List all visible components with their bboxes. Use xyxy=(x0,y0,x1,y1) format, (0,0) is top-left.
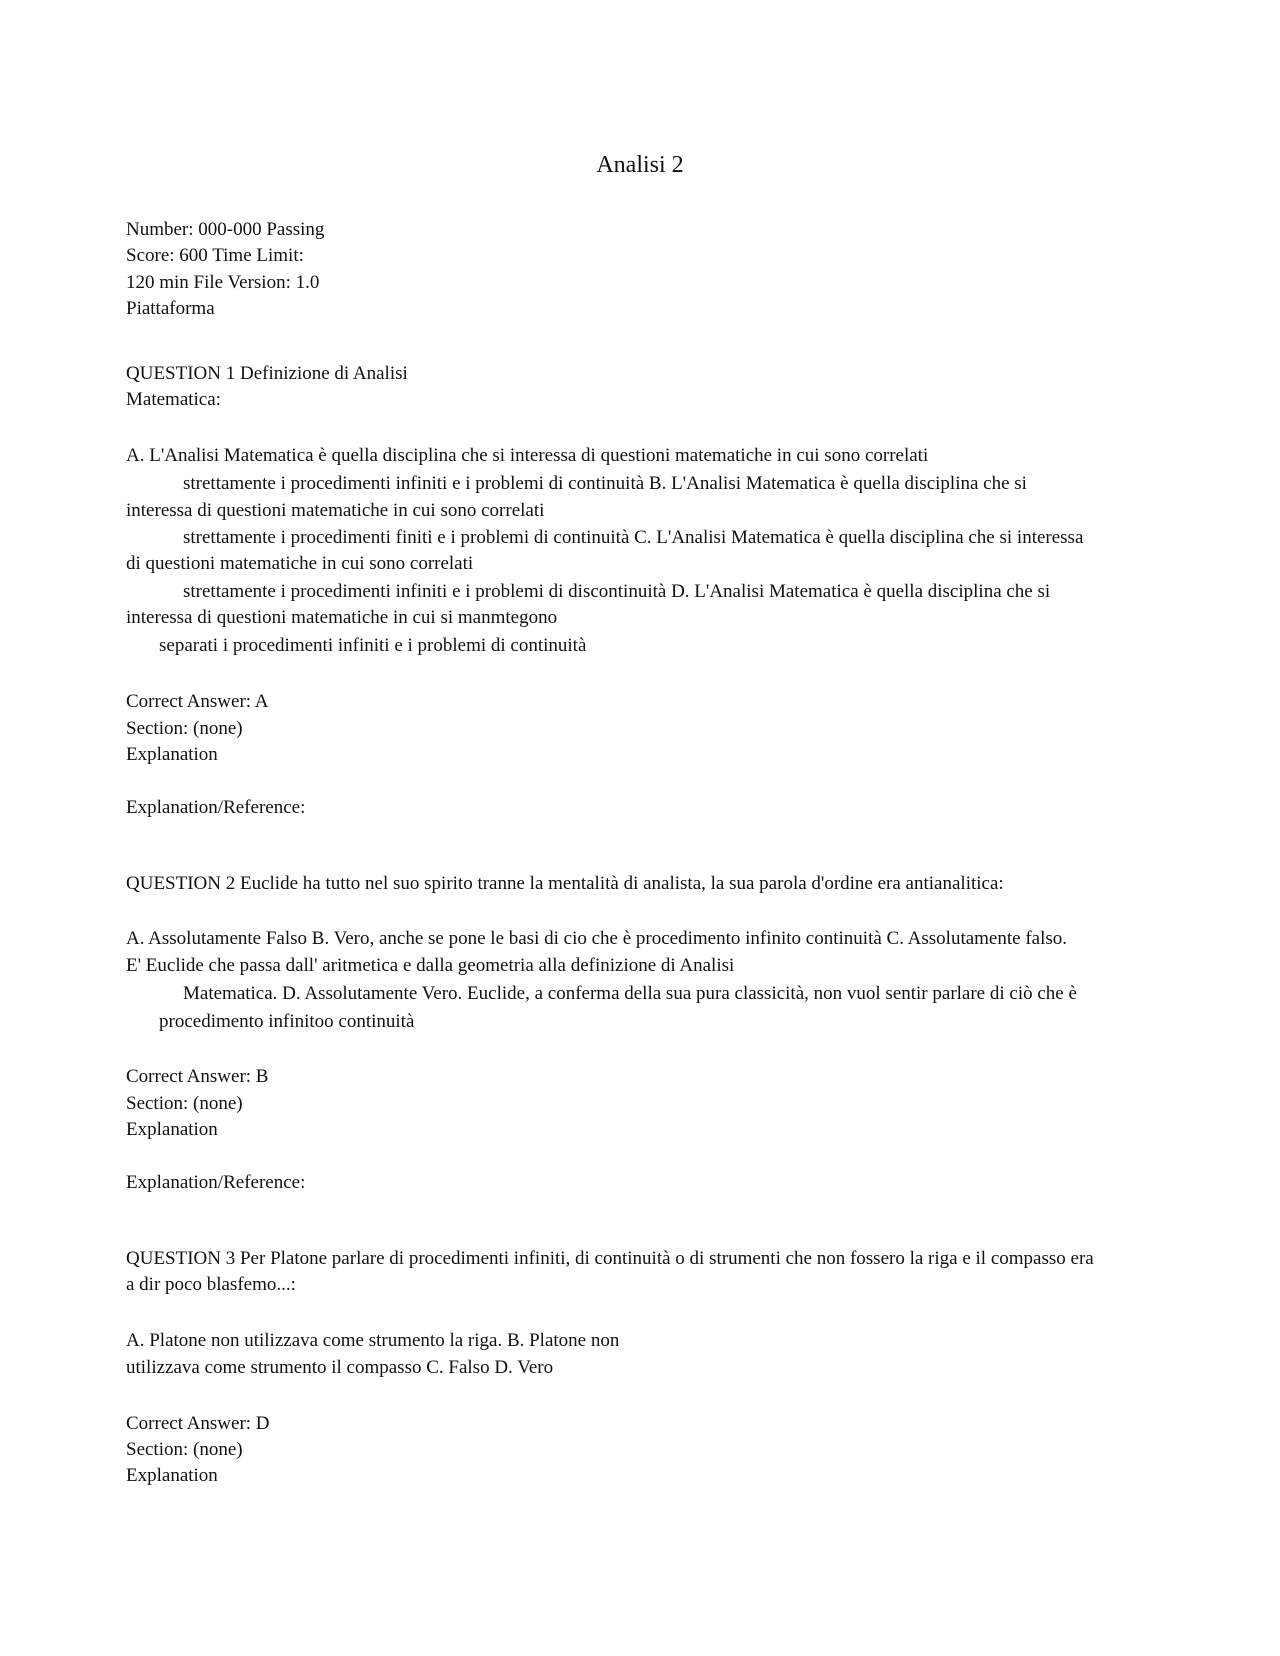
question-2-answer-line: E' Euclide che passa dall' aritmetica e dalla geometria alla definizione di Analisi xyxy=(126,955,735,976)
question-2-answer-line: A. Assolutamente Falso B. Vero, anche se pone le basi di cio che è procedimento infinito continuità C. Assolutamente falso. xyxy=(126,928,1068,949)
question-2-answer-line: procedimento infinitoo continuità xyxy=(159,1011,415,1032)
question-3-prompt: QUESTION 3 Per Platone parlare di procedimenti infiniti, di continuità o di strumenti che non fossero la riga e il compasso era xyxy=(126,1248,1094,1269)
question-1-answer-line: strettamente i procedimenti infiniti e i problemi di discontinuità D. L'Analisi Matematica è quella disciplina che si xyxy=(183,581,1051,602)
question-1-answer-line: di questioni matematiche in cui sono correlati xyxy=(126,553,474,574)
question-1-correct-answer: Correct Answer: A xyxy=(126,691,269,712)
header-line: Number: 000-000 Passing xyxy=(126,219,325,240)
question-1-prompt: QUESTION 1 Definizione di Analisi xyxy=(126,363,408,384)
question-1-answer-line: strettamente i procedimenti infiniti e i problemi di continuità B. L'Analisi Matematica è quella disciplina che si xyxy=(183,473,1027,494)
question-2-reference: Explanation/Reference: xyxy=(126,1172,306,1193)
question-2-prompt: QUESTION 2 Euclide ha tutto nel suo spirito tranne la mentalità di analista, la sua parola d'ordine era antianalitica: xyxy=(126,873,1004,894)
question-1-answer-line: interessa di questioni matematiche in cui si manmtegono xyxy=(126,607,558,628)
question-3-section: Section: (none) xyxy=(126,1439,243,1460)
question-3-correct-answer: Correct Answer: D xyxy=(126,1413,270,1434)
question-2-section: Section: (none) xyxy=(126,1093,243,1114)
question-3-explanation: Explanation xyxy=(126,1465,218,1486)
question-1-reference: Explanation/Reference: xyxy=(126,797,306,818)
question-1-answer-line: separati i procedimenti infiniti e i problemi di continuità xyxy=(159,635,587,656)
question-1-explanation: Explanation xyxy=(126,744,218,765)
question-1-answer-line: strettamente i procedimenti finiti e i problemi di continuità C. L'Analisi Matematica è quella disciplina che si interessa xyxy=(183,527,1084,548)
question-3-answer-line: utilizzava come strumento il compasso C. Falso D. Vero xyxy=(126,1357,554,1378)
header-line: Piattaforma xyxy=(126,298,215,319)
document-title: Analisi 2 xyxy=(596,152,684,178)
question-1-prompt: Matematica: xyxy=(126,389,221,410)
question-1-answer-line: interessa di questioni matematiche in cui sono correlati xyxy=(126,500,545,521)
header-line: Score: 600 Time Limit: xyxy=(126,245,304,266)
question-1-answer-line: A. L'Analisi Matematica è quella disciplina che si interessa di questioni matematiche in cui sono correlati xyxy=(126,445,929,466)
header-line: 120 min File Version: 1.0 xyxy=(126,272,320,293)
question-3-answer-line: A. Platone non utilizzava come strumento la riga. B. Platone non xyxy=(126,1330,620,1351)
question-2-answer-line: Matematica. D. Assolutamente Vero. Euclide, a conferma della sua pura classicità, non vuol sentir parlare di ciò che è xyxy=(183,983,1077,1004)
question-3-prompt: a dir poco blasfemo...: xyxy=(126,1274,296,1295)
question-1-section: Section: (none) xyxy=(126,718,243,739)
question-2-correct-answer: Correct Answer: B xyxy=(126,1066,269,1087)
question-2-explanation: Explanation xyxy=(126,1119,218,1140)
